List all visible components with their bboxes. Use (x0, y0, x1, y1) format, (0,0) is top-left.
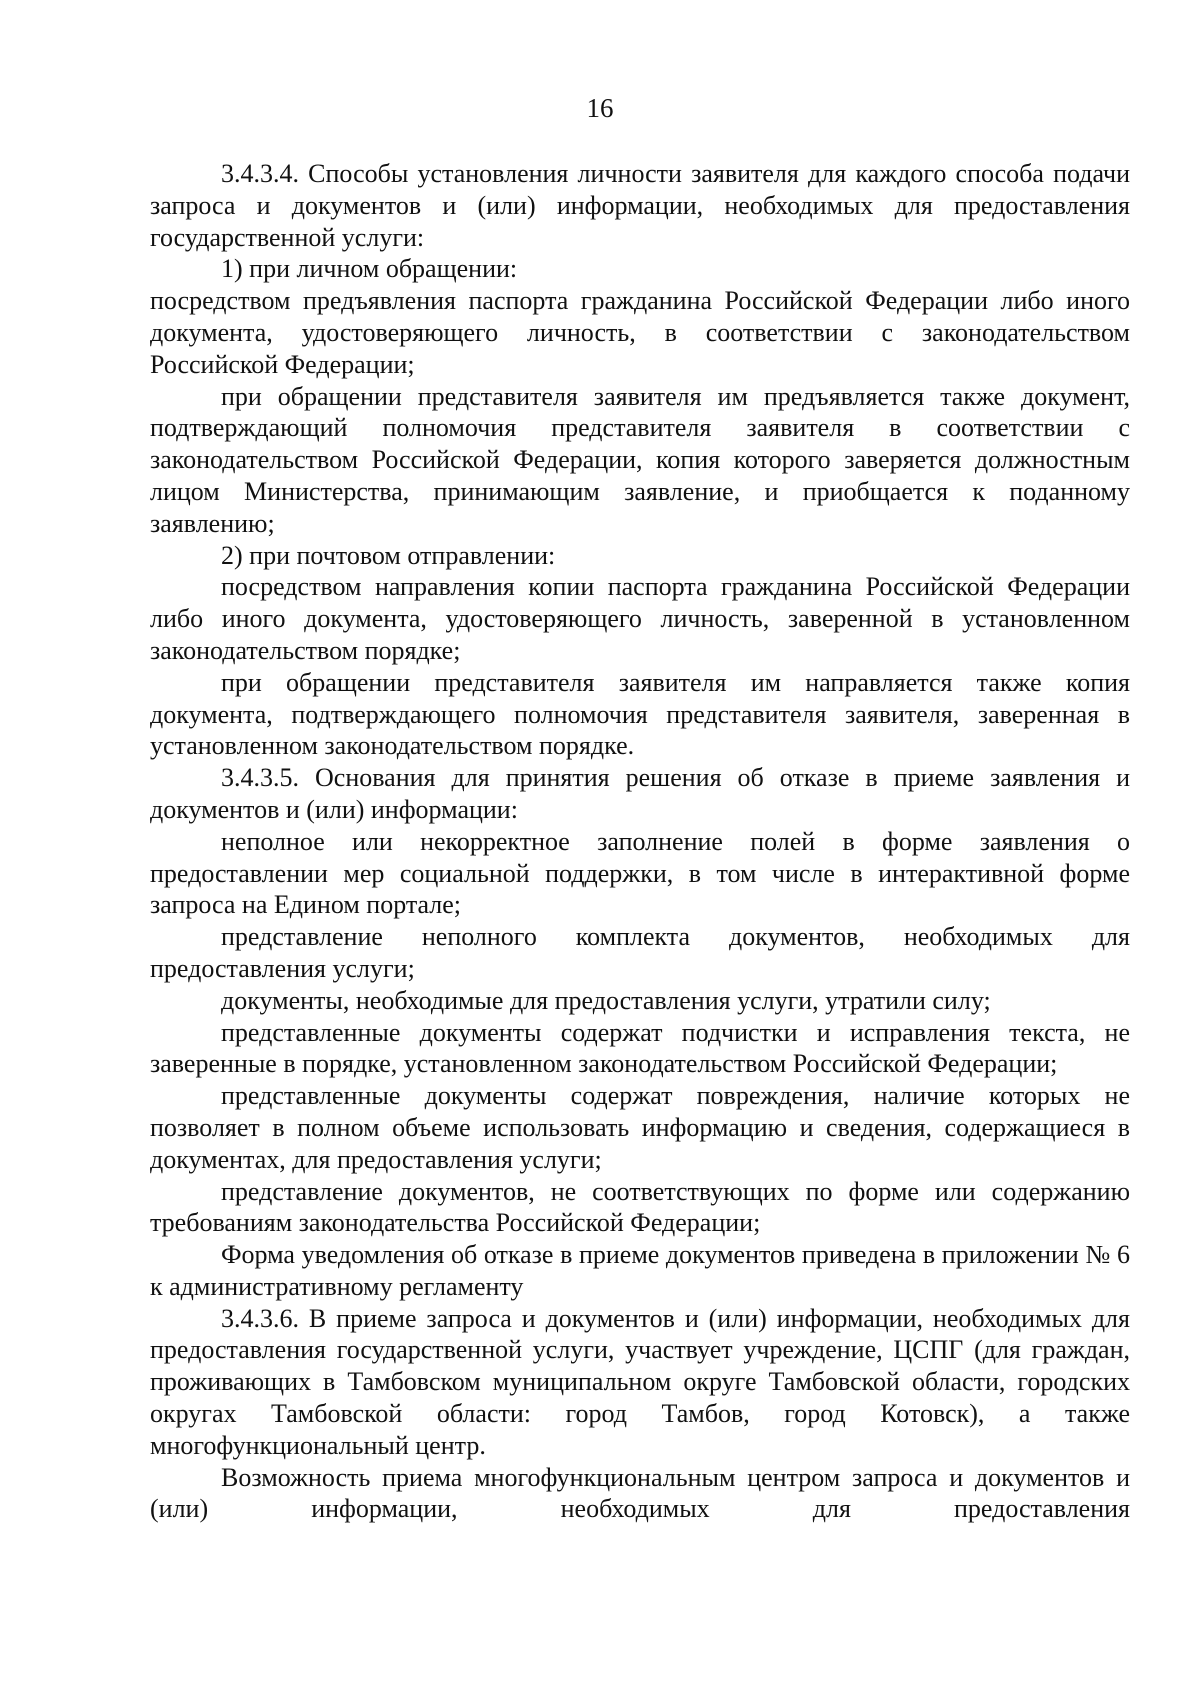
paragraph-passport-copy-mail: посредством направления копии паспорта гражданина Российской Федерации либо иного документа, удостоверяющего личность, заверенной в установленном законодательством порядке; (150, 572, 1130, 665)
paragraph-corrections: представленные документы содержат подчистки и исправления текста, не заверенные в порядке, установленном законодательством Российской Федерации; (150, 1017, 1130, 1079)
page-number: 16 (586, 93, 614, 123)
paragraph-damaged-documents: представленные документы содержат повреждения, наличие которых не позволяет в полном объеме использовать информацию и сведения, содержащиеся в документах, для предоставления услуги; (150, 1081, 1130, 1174)
document-body (150, 158, 1130, 1525)
paragraph-3-4-3-5: 3.4.3.5. Основания для принятия решения об отказе в приеме заявления и документов и (или) информации: (150, 763, 1130, 824)
paragraph-postal-heading: 2) при почтовом отправлении: (221, 540, 556, 570)
paragraph-representative-presentation: при обращении представителя заявителя им предъявляется также документ, подтверждающий полномочия представителя заявителя в соответствии с законодательством Российской Федерации, копия которого заверяется должностным лицом Министерства, принимающим заявление, и приобщается к поданному заявлению; (150, 381, 1130, 538)
paragraph-passport-presentation: посредством предъявления паспорта гражданина Российской Федерации либо иного документа, удостоверяющего личность, в соответствии с законодательством Российской Федерации; (150, 286, 1130, 379)
paragraph-incorrect-form: неполное или некорректное заполнение полей в форме заявления о предоставлении мер социальной поддержки, в том числе в интерактивной форме запроса на Едином портале; (150, 826, 1130, 920)
paragraph-nonconforming-documents: представление документов, не соответствующих по форме или содержанию требованиям законодательства Российской Федерации; (150, 1176, 1130, 1238)
paragraph-mfc-possibility: Возможность приема многофункциональным центром запроса и документов и (или) информации, необходимых для предоставления (150, 1462, 1130, 1524)
paragraph-3-4-3-6: 3.4.3.6. В приеме запроса и документов и (или) информации, необходимых для предоставления государственной услуги, участвует учреждение, ЦСПГ (для граждан, проживающих в Тамбовском муниципальном округе Тамбовской области, городских округах Тамбовской области: город Тамбов, город Котовск), а также многофункциональный центр. (150, 1303, 1130, 1460)
paragraph-expired-documents: документы, необходимые для предоставления услуги, утратили силу; (221, 985, 991, 1015)
paragraph-incomplete-set: представление неполного комплекта документов, необходимых для предоставления услуги; (150, 922, 1130, 983)
paragraph-3-4-3-4: 3.4.3.4. Способы установления личности заявителя для каждого способа подачи запроса и документов и (или) информации, необходимых для предоставления государственной услуги: (150, 159, 1130, 252)
paragraph-refusal-form: Форма уведомления об отказе в приеме документов приведена в приложении № 6 к административному регламенту (150, 1240, 1130, 1301)
paragraph-representative-mail: при обращении представителя заявителя им направляется также копия документа, подтверждающего полномочия представителя заявителя, заверенная в установленном законодательством порядке. (150, 667, 1130, 761)
paragraph-personal-appeal-heading: 1) при личном обращении: (221, 254, 518, 284)
